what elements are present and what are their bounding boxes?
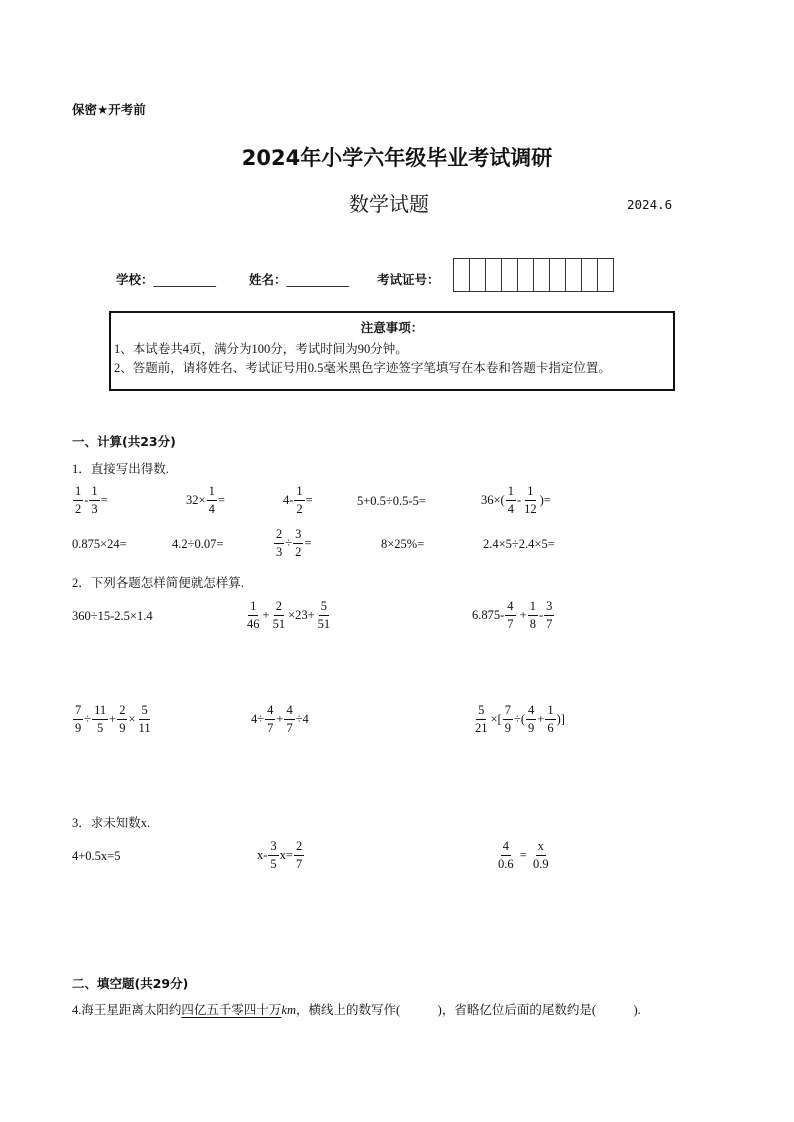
confidential-label: 保密★开考前 <box>72 102 146 117</box>
fraction: $\frac{2}{7}$ <box>295 839 303 871</box>
fraction: $\frac{5}{11}$ <box>138 703 151 735</box>
q2-expr-4: $\frac{7}{9}$ ÷ $\frac{11}{5}$ + $\frac{2}{9}$ × $\frac{5}{11}$ <box>75 703 151 735</box>
q1-expr-2: 32× $\frac{1}{4}$ = <box>186 484 225 516</box>
school-blank[interactable]: __________ <box>153 272 217 287</box>
fraction: $\frac{1}{12}$ <box>524 484 537 516</box>
fraction: $\frac{x}{0.9}$ <box>532 839 549 871</box>
fraction: $\frac{3}{5}$ <box>270 839 277 871</box>
fraction: $\frac{11}{5}$ <box>94 703 107 735</box>
q2-expr-2: $\frac{1}{46}$ + $\frac{2}{51}$ ×23+ $\frac{5}{51}$ <box>247 599 331 631</box>
name-field[interactable] <box>249 270 349 288</box>
q4-text-start: 4.海王星距离太阳约 <box>72 1003 182 1017</box>
q1-expr-10: 2.4×5÷2.4×5= <box>483 537 555 551</box>
q1-expr-9: 8×25%= <box>381 537 425 551</box>
fraction: $\frac{1}{4}$ <box>208 484 215 516</box>
q3-equation-1: 4+0.5x=5 <box>72 849 121 863</box>
fraction: $\frac{2}{3}$ <box>276 527 283 559</box>
exam-id-cell[interactable] <box>518 259 534 291</box>
q1-expr-8: $\frac{2}{3}$ ÷ $\frac{3}{2}$ = <box>276 527 312 559</box>
fraction: $\frac{2}{9}$ <box>119 703 126 735</box>
q4-unit: km <box>281 1003 296 1017</box>
q1-expr-1: $\frac{1}{2}$ - $\frac{1}{3}$ = <box>75 484 108 516</box>
page-title: 2024年小学六年级毕业考试调研 <box>241 146 553 170</box>
q4-answer-blank-2[interactable] <box>596 1003 634 1017</box>
exam-id-cell[interactable] <box>454 259 470 291</box>
fraction: $\frac{1}{3}$ <box>91 484 98 516</box>
q4-answer-blank-1[interactable] <box>400 1003 438 1017</box>
section-2-title: 二、填空题(共29分) <box>72 976 189 991</box>
notice-item-2: 2、答题前，请将姓名、考试证号用0.5毫米黑色字迹签字笔填写在本卷和答题卡指定位置。 <box>114 361 611 375</box>
exam-id-cell[interactable] <box>582 259 598 291</box>
section-1-title: 一、计算(共23分) <box>72 434 176 449</box>
q3-label: 3．求未知数x. <box>72 816 151 830</box>
q4-text <box>72 1000 641 1018</box>
notice-title: 注意事项： <box>360 320 424 335</box>
fraction: $\frac{1}{2}$ <box>296 484 303 516</box>
fraction: $\frac{4}{7}$ <box>267 703 274 735</box>
exam-id-cell[interactable] <box>550 259 566 291</box>
q1-expr-7: 4.2÷0.07= <box>172 537 224 551</box>
q1-expr-4: 5+0.5÷0.5-5= <box>357 494 426 508</box>
q1-expr-6: 0.875×24= <box>72 537 127 551</box>
exam-id-cell[interactable] <box>598 259 613 291</box>
fraction: $\frac{1}{6}$ <box>547 703 554 735</box>
q4-text-end: ). <box>633 1003 641 1017</box>
fraction: $\frac{1}{46}$ <box>247 599 260 631</box>
q2-expr-1: 360÷15-2.5×1.4 <box>72 609 153 623</box>
exam-id-cell[interactable] <box>486 259 502 291</box>
fraction: $\frac{4}{7}$ <box>286 703 293 735</box>
q4-text-mid: ，横线上的数写作( <box>295 1003 401 1017</box>
fraction: $\frac{1}{8}$ <box>529 599 536 631</box>
exam-id-label: 考试证号： <box>377 272 440 287</box>
q2-label: 2．下列各题怎样简便就怎样算. <box>72 576 244 590</box>
q2-expr-3: 6.875- $\frac{4}{7}$ + $\frac{1}{8}$ - $\frac{3}{7}$ <box>472 599 553 631</box>
q4-text-mid2: )，省略亿位后面的尾数约是( <box>437 1003 596 1017</box>
q1-expr-5: 36×( $\frac{1}{4}$ - $\frac{1}{12}$ )= <box>481 484 551 516</box>
fraction: $\frac{3}{2}$ <box>295 527 302 559</box>
name-blank[interactable]: __________ <box>286 272 350 287</box>
fraction: $\frac{3}{7}$ <box>546 599 553 631</box>
fraction: $\frac{1}{2}$ <box>75 484 82 516</box>
school-field[interactable] <box>116 270 216 288</box>
fraction: $\frac{4}{9}$ <box>528 703 535 735</box>
fraction: $\frac{7}{9}$ <box>504 703 511 735</box>
fraction: $\frac{4}{0.6}$ <box>498 839 514 871</box>
q4-underlined-number: 四亿五千零四十万 <box>181 1003 282 1017</box>
q3-equation-3: $\frac{4}{0.6}$ = $\frac{x}{0.9}$ <box>498 839 549 871</box>
page-subtitle: 数学试题 <box>349 192 429 216</box>
q1-expr-3: 4- $\frac{1}{2}$ = <box>283 484 313 516</box>
name-label: 姓名： <box>249 272 287 287</box>
exam-id-cell[interactable] <box>470 259 486 291</box>
exam-id-grid[interactable] <box>453 258 614 292</box>
fraction: $\frac{4}{7}$ <box>507 599 514 631</box>
fraction: $\frac{5}{21}$ <box>475 703 488 735</box>
exam-id-cell[interactable] <box>566 259 582 291</box>
notice-item-1: 1、本试卷共4页，满分为100分，考试时间为90分钟。 <box>114 342 408 356</box>
exam-id-cell[interactable] <box>534 259 550 291</box>
school-label: 学校： <box>116 272 154 287</box>
fraction: $\frac{5}{51}$ <box>317 599 331 631</box>
q3-equation-2: x- $\frac{3}{5}$ x= $\frac{2}{7}$ <box>257 839 303 871</box>
fraction: $\frac{1}{4}$ <box>507 484 514 516</box>
q2-expr-6: $\frac{5}{21}$ ×[ $\frac{7}{9}$ ÷( $\frac{4}{9}$ + $\frac{1}{6}$ )] <box>475 703 565 735</box>
exam-id-cell[interactable] <box>502 259 518 291</box>
exam-date: 2024.6 <box>627 197 673 212</box>
fraction: $\frac{2}{51}$ <box>272 599 286 631</box>
q2-expr-5: 4÷ $\frac{4}{7}$ + $\frac{4}{7}$ ÷4 <box>251 703 309 735</box>
q1-label: 1．直接写出得数. <box>72 462 169 476</box>
fraction: $\frac{7}{9}$ <box>75 703 82 735</box>
